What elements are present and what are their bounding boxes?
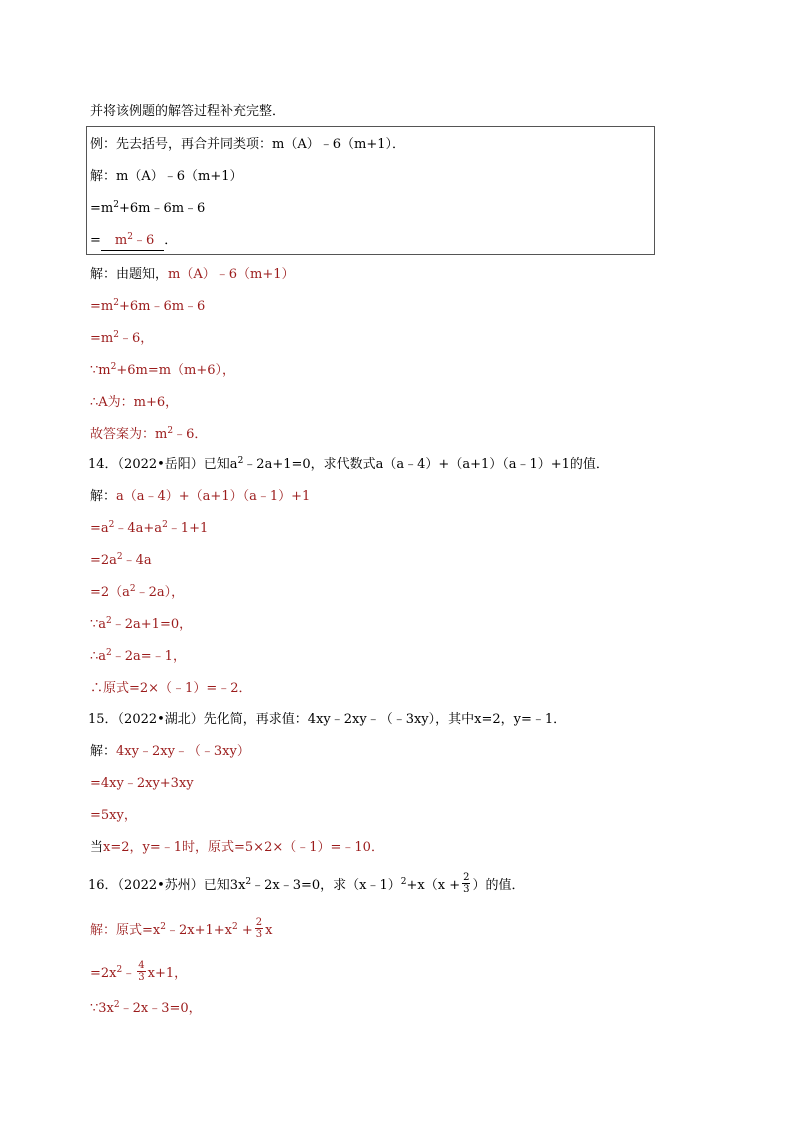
solution-step: =5xy，	[90, 808, 137, 823]
q15-step-1	[90, 743, 250, 761]
answer13-line-1	[90, 266, 295, 284]
answer13-line-5	[90, 394, 178, 412]
solution-step: ﹣4a+a	[114, 521, 163, 536]
fraction-numerator: 2	[463, 872, 470, 883]
fraction	[137, 960, 145, 983]
exponent: 2	[400, 877, 407, 887]
answer13-line-6	[90, 426, 207, 444]
example-line-2	[90, 168, 242, 186]
solution-step: ∵m	[90, 363, 111, 378]
example-line-4	[90, 232, 177, 251]
q14-step-7	[90, 680, 252, 698]
question-16	[88, 874, 525, 897]
solution-step: 解：原式=x	[90, 923, 161, 938]
question-text: ﹣2x﹣3=0，求（x﹣1）	[251, 878, 401, 893]
fraction	[462, 872, 470, 895]
answer13-line-4	[90, 362, 235, 380]
question-text: 16．（2022•苏州）已知3x	[88, 878, 246, 893]
exponent: 2	[106, 616, 112, 626]
exponent: 2	[113, 298, 119, 308]
solution-expression: m（A）﹣6（m+1）	[168, 267, 295, 282]
blank-text: m	[114, 233, 128, 248]
answer-value: ﹣6．	[173, 427, 208, 442]
solution-step: ﹣2x+1+x	[165, 923, 232, 938]
exponent: 2	[113, 330, 119, 340]
blank-text: ﹣6	[132, 233, 155, 248]
solution-step: x+1，	[147, 966, 188, 981]
question-text: 14．（2022•岳阳）已知	[88, 457, 230, 472]
intro-label: 并将该例题的解答过程补充完整．	[90, 104, 286, 119]
exponent: 2	[231, 922, 238, 932]
example-step: =m	[90, 201, 114, 216]
q16-step-3	[90, 1000, 202, 1018]
exponent: 2	[116, 965, 123, 975]
exponent: 2	[110, 362, 117, 372]
solution-step: x=2，y=﹣1时，原式=5×2×（﹣1）=﹣10．	[103, 840, 384, 855]
solution-step: ∵3x	[90, 1001, 114, 1016]
fraction-denominator: 3	[138, 972, 145, 983]
solution-step: =2a	[90, 553, 117, 568]
solution-prefix: 当	[90, 840, 104, 855]
q15-step-2	[90, 775, 194, 793]
q14-step-2	[90, 520, 208, 538]
q14-step-6	[90, 648, 186, 666]
solution-step: ∵a	[90, 617, 107, 632]
solution-step: ﹣2a），	[135, 585, 185, 600]
solution-prefix: 解：	[90, 489, 117, 504]
fraction-numerator: 2	[255, 917, 263, 928]
solution-step: ∴原式=2×（﹣1）=﹣2．	[90, 681, 252, 696]
solution-step: ∴A为：m+6，	[90, 395, 179, 410]
q14-step-3	[90, 552, 152, 570]
solution-step: +6m=m（m+6），	[116, 363, 236, 378]
solution-step: =4xy﹣2xy+3xy	[90, 776, 194, 791]
answer13-line-3	[90, 330, 153, 348]
answer-value: m	[155, 427, 168, 442]
solution-step: =a	[90, 521, 109, 536]
solution-prefix: 解：	[90, 744, 117, 759]
solution-step: +	[237, 923, 253, 938]
solution-step: ﹣	[122, 966, 136, 981]
q14-step-4	[90, 584, 184, 602]
exponent: 2	[129, 584, 136, 594]
q15-step-4	[90, 839, 384, 857]
question-15	[88, 711, 566, 729]
solution-step: x	[265, 923, 273, 938]
exponent: 2	[127, 232, 133, 242]
question-text: a	[229, 457, 238, 472]
answer-prefix: 故答案为：	[90, 427, 156, 442]
fraction-denominator: 3	[255, 929, 263, 940]
solution-prefix: 解：由题知，	[90, 267, 169, 282]
example-line-3	[90, 200, 205, 218]
solution-step: ﹣2a+1=0，	[111, 617, 193, 632]
q15-step-3	[90, 807, 137, 825]
solution-step: ﹣6，	[118, 331, 154, 346]
q16-step-1	[90, 919, 272, 942]
fraction	[255, 917, 263, 940]
q16-step-2	[90, 962, 187, 985]
exponent: 2	[106, 648, 112, 658]
solution-expression: 4xy﹣2xy﹣（﹣3xy）	[116, 744, 250, 759]
question-text: a（a﹣4）+（a+1）（a﹣1）+1的值．	[375, 457, 609, 472]
exponent: 2	[108, 520, 115, 530]
question-text: ﹣2a+1=0，求代数式	[243, 457, 376, 472]
question-text: ）的值．	[472, 878, 525, 893]
exponent: 2	[162, 520, 168, 530]
fraction-denominator: 3	[463, 884, 470, 895]
question-text: +x（x +	[406, 878, 461, 893]
answer-blank	[101, 232, 164, 251]
exponent: 2	[113, 200, 119, 210]
solution-step: ﹣2a=﹣1，	[111, 649, 186, 664]
solution-step: =m	[90, 331, 114, 346]
exponent: 2	[113, 1000, 120, 1010]
solution-expression: a（a﹣4）+（a+1）（a﹣1）+1	[116, 489, 311, 504]
solution-step: +6m﹣6m﹣6	[118, 299, 206, 314]
exponent: 2	[160, 922, 166, 932]
solution-step: ﹣2x﹣3=0，	[119, 1001, 202, 1016]
example-line-1	[90, 136, 405, 154]
q14-step-1	[90, 488, 310, 506]
question-text: 15．（2022•湖北）先化简，再求值：4xy﹣2xy﹣（﹣3xy），其中x=2，y=﹣1．	[88, 712, 567, 727]
solution-step: ﹣1+1	[167, 521, 209, 536]
solution-step: ﹣4a	[122, 553, 152, 568]
solution-step: =2（a	[90, 585, 130, 600]
example-prefix: 例：先去括号，再合并同类项：	[90, 137, 273, 152]
solution-step: ∴a	[90, 649, 107, 664]
period: ．	[164, 233, 178, 248]
exponent: 2	[116, 552, 123, 562]
example-expression: m（A）﹣6（m+1）．	[272, 137, 405, 152]
exponent: 2	[167, 426, 174, 436]
equals-sign: =	[90, 233, 101, 248]
exponent: 2	[245, 877, 252, 887]
example-step: +6m﹣6m﹣6	[118, 201, 206, 216]
exponent: 2	[237, 456, 244, 466]
question-14	[88, 456, 609, 474]
answer13-line-2	[90, 298, 205, 316]
example-step: 解：m（A）﹣6（m+1）	[90, 169, 243, 184]
solution-step: =m	[90, 299, 114, 314]
intro-text	[90, 103, 285, 121]
fraction-numerator: 4	[138, 960, 145, 971]
q14-step-5	[90, 616, 192, 634]
solution-step: =2x	[90, 966, 117, 981]
